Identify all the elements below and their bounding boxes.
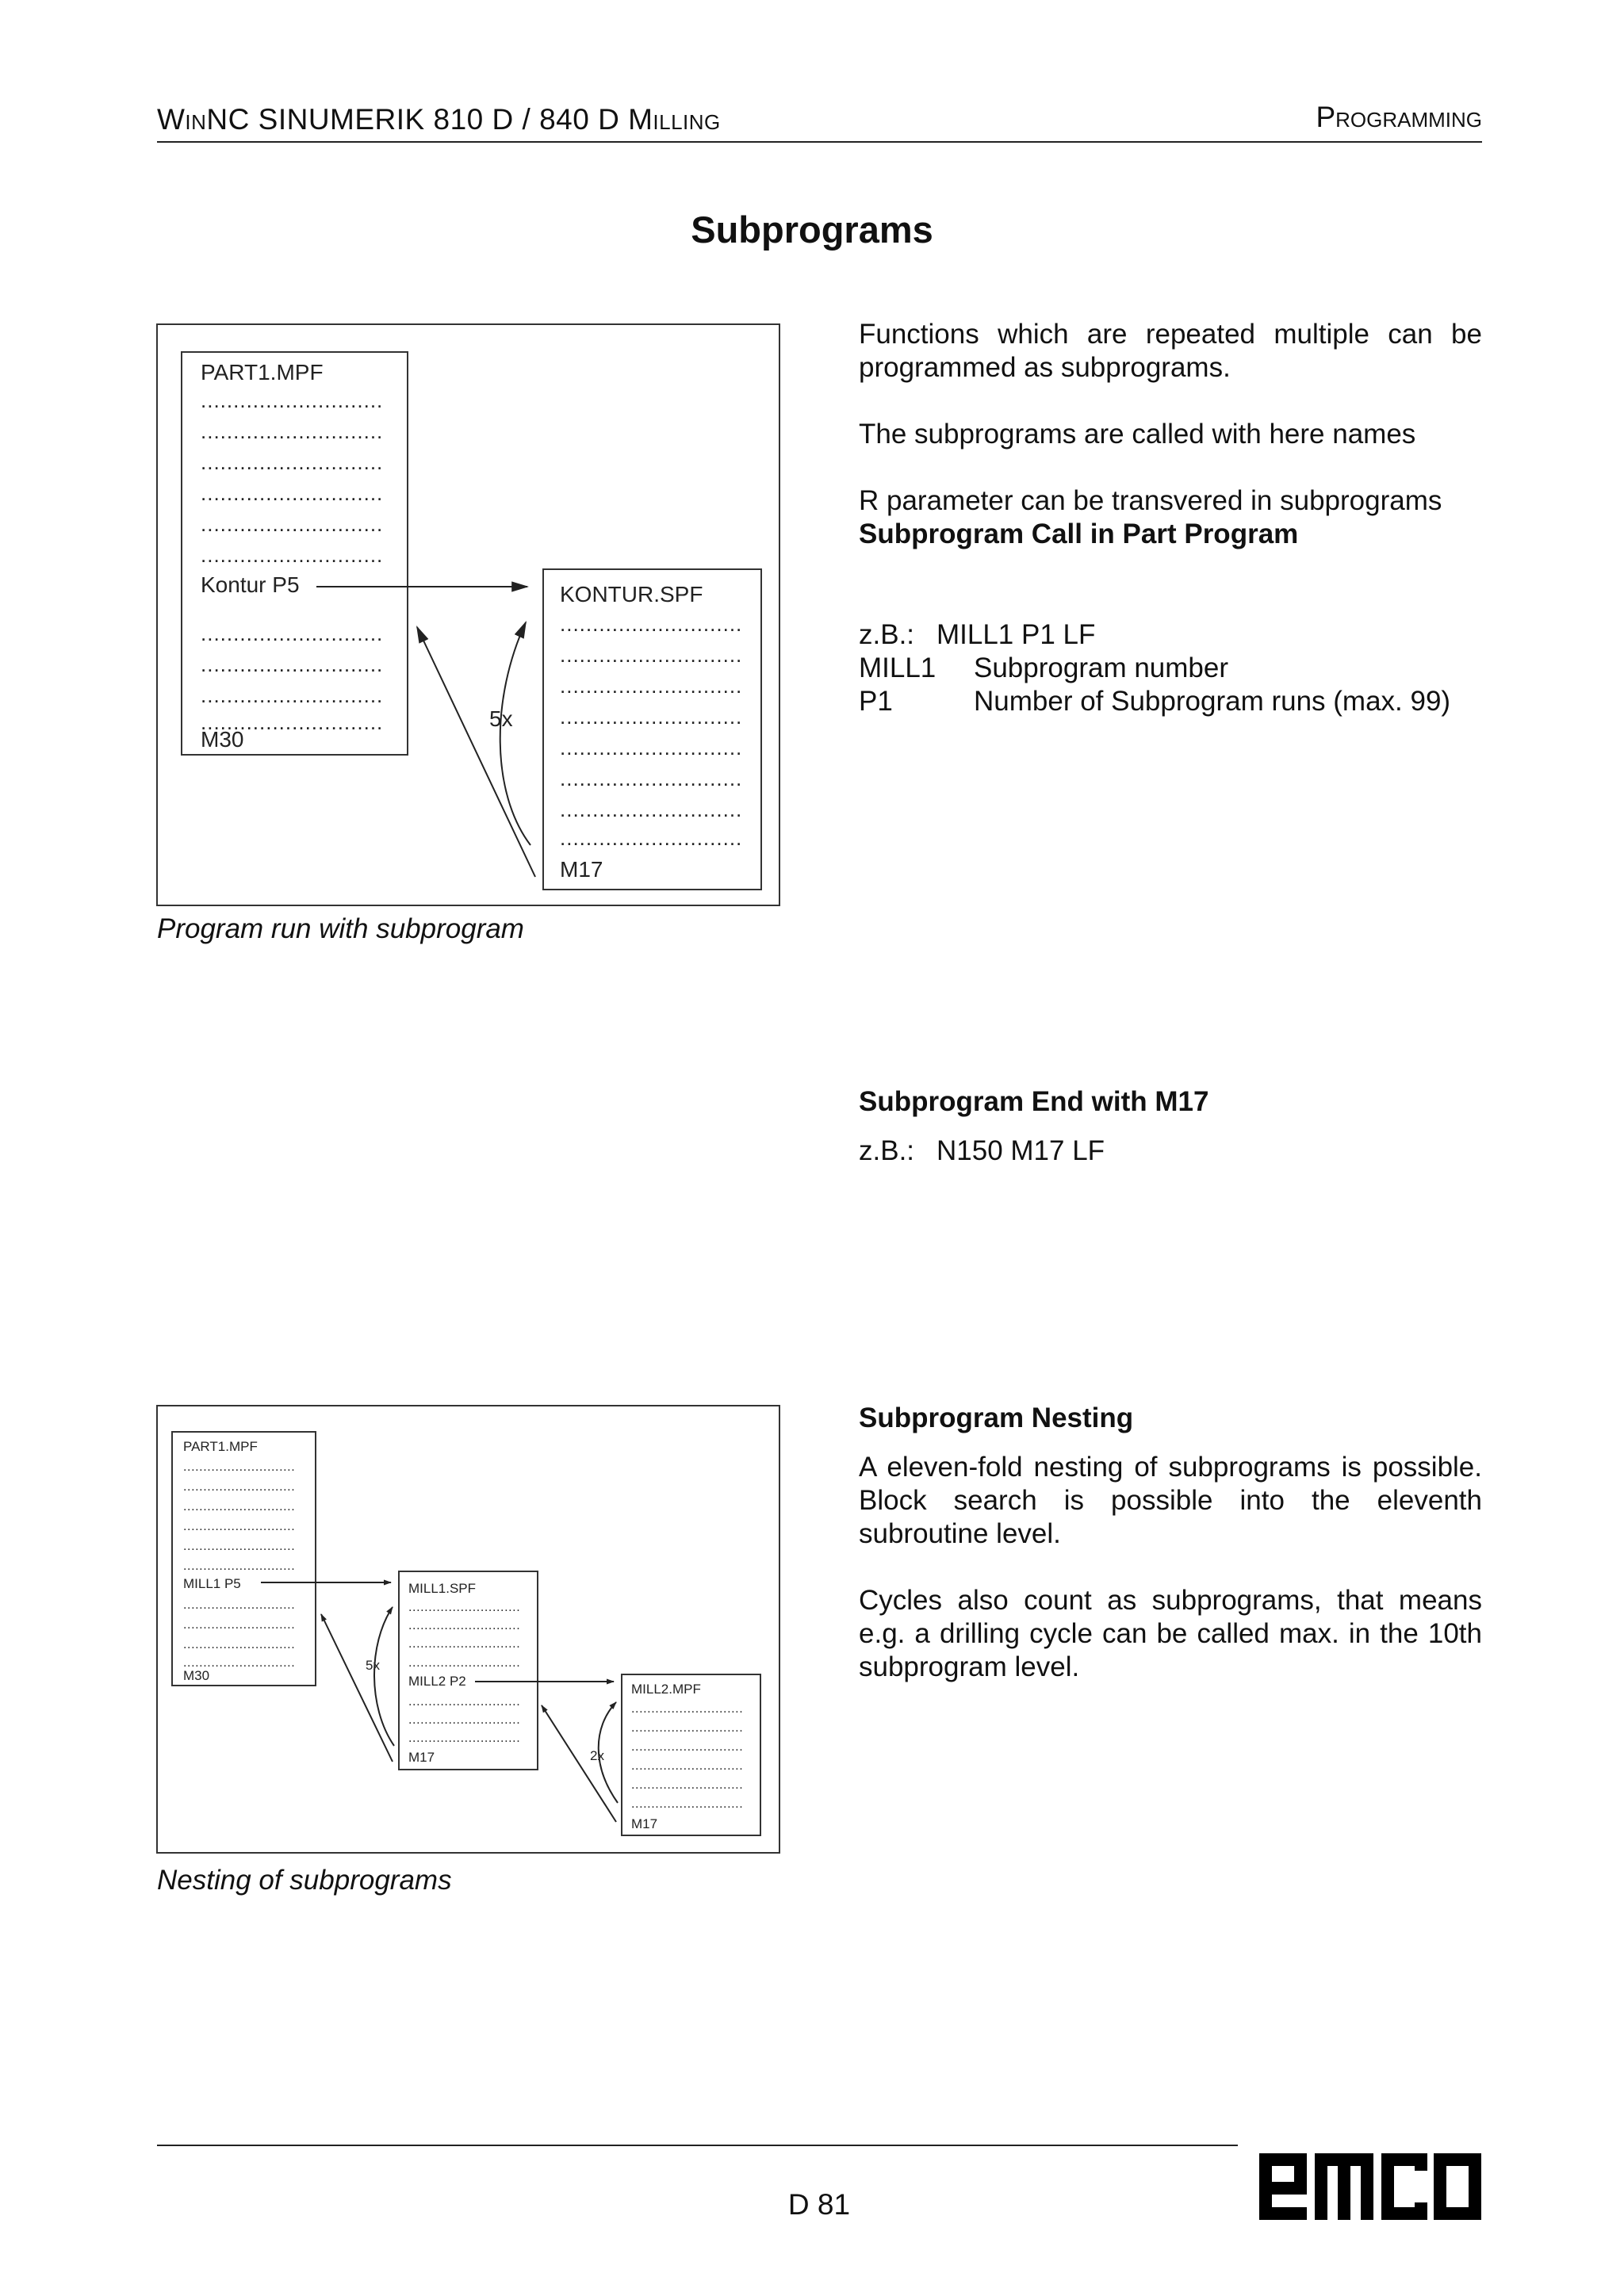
subprogram-placeholder-lines [560, 612, 742, 850]
nest-main-end-line: M30 [183, 1668, 210, 1683]
subprogram-end-line: M17 [560, 857, 603, 882]
call-example-row [859, 618, 1482, 652]
header-section: Programming [1316, 101, 1482, 133]
subprogram-name: KONTUR.SPF [560, 582, 703, 607]
svg-text:............................: ............................ [201, 543, 384, 567]
nest-main-call-line: MILL1 P5 [183, 1576, 241, 1591]
nest-sub2-name: MILL2.MPF [631, 1682, 701, 1697]
program-run-diagram [158, 325, 782, 908]
svg-text:............................: ............................ [631, 1740, 744, 1754]
svg-text:............................: ............................ [183, 1460, 296, 1474]
nest-sub1-end-line: M17 [408, 1750, 435, 1765]
svg-text:............................: ............................ [183, 1480, 296, 1494]
end-heading: Subprogram End with M17 [859, 1086, 1209, 1117]
svg-text:............................: ............................ [201, 481, 384, 505]
svg-text:............................: ............................ [631, 1778, 744, 1792]
main-program-call-line: Kontur P5 [201, 572, 300, 597]
svg-text:............................: ............................ [631, 1721, 744, 1735]
nesting-paragraph-1: A eleven-fold nesting of subprograms is possible. Block search is possible into the eleventh subroutine level. [859, 1452, 1482, 1549]
main-program-placeholder-lines [201, 388, 383, 734]
svg-text:............................: ............................ [631, 1702, 744, 1716]
svg-text:............................: ............................ [408, 1695, 521, 1709]
call-example [859, 618, 1482, 718]
call-example-row [859, 685, 1482, 718]
svg-text:............................: ............................ [201, 388, 384, 412]
call-example-key: z.B.: [859, 619, 915, 650]
svg-text:............................: ............................ [183, 1598, 296, 1612]
nesting-heading: Subprogram Nesting [859, 1402, 1134, 1433]
call-heading: Subprogram Call in Part Program [859, 519, 1299, 549]
svg-text:............................: ............................ [201, 622, 384, 645]
figure-nesting [156, 1405, 780, 1854]
nest-return-arrow-2 [542, 1705, 616, 1822]
figure1-caption: Program run with subprogram [157, 913, 524, 944]
nest-repeat-label-1: 5x [366, 1658, 380, 1673]
end-example-row [859, 1135, 1482, 1168]
call-param-desc: Number of Subprogram runs (max. 99) [974, 686, 1451, 717]
svg-text:............................: ............................ [408, 1637, 521, 1651]
header-rule [157, 141, 1482, 143]
svg-text:............................: ............................ [408, 1619, 521, 1632]
nest-main-name: PART1.MPF [183, 1439, 258, 1454]
page-title: Subprograms [691, 209, 933, 251]
nest-sub2-box [622, 1674, 760, 1835]
svg-text:............................: ............................ [201, 683, 384, 707]
nesting-paragraph-2: Cycles also count as subprograms, that means e.g. a drilling cycle can be called max. in the 10th subprogram level. [859, 1585, 1482, 1682]
main-program-name: PART1.MPF [201, 360, 324, 385]
svg-text:............................: ............................ [183, 1618, 296, 1632]
svg-text:............................: ............................ [560, 674, 743, 698]
svg-text:............................: ............................ [183, 1540, 296, 1553]
svg-text:............................: ............................ [201, 512, 384, 536]
intro-paragraph-1: Functions which are repeated multiple can be programmed as subprograms. [859, 319, 1482, 383]
emco-logo [1256, 2147, 1484, 2226]
call-example-value: MILL1 P1 LF [936, 619, 1096, 650]
return-arrow [417, 627, 535, 877]
end-example-value: N150 M17 LF [936, 1135, 1105, 1166]
call-param-key: MILL1 [859, 652, 936, 683]
svg-text:............................: ............................ [408, 1601, 521, 1614]
nest-main-placeholder-lines [183, 1460, 295, 1670]
header-title: WinNC SINUMERIK 810 D / 840 D Milling [157, 103, 721, 136]
svg-text:............................: ............................ [408, 1732, 521, 1745]
figure2-caption: Nesting of subprograms [157, 1865, 452, 1896]
svg-text:............................: ............................ [183, 1559, 296, 1573]
footer-rule [157, 2145, 1238, 2146]
svg-text:............................: ............................ [560, 705, 743, 729]
call-example-row [859, 652, 1482, 685]
nesting-diagram [158, 1406, 782, 1855]
svg-text:............................: ............................ [201, 710, 384, 734]
svg-text:............................: ............................ [183, 1656, 296, 1670]
svg-text:............................: ............................ [183, 1520, 296, 1533]
svg-text:............................: ............................ [560, 826, 743, 850]
call-param-key: P1 [859, 686, 893, 717]
svg-text:............................: ............................ [183, 1638, 296, 1651]
svg-text:............................: ............................ [408, 1656, 521, 1670]
nest-repeat-arrow-1 [374, 1607, 394, 1746]
svg-text:............................: ............................ [408, 1713, 521, 1727]
nest-sub2-end-line: M17 [631, 1816, 658, 1831]
nest-repeat-label-2: 2x [590, 1748, 604, 1763]
svg-text:............................: ............................ [560, 612, 743, 636]
svg-text:............................: ............................ [560, 767, 743, 790]
nest-sub1-name: MILL1.SPF [408, 1581, 477, 1596]
svg-text:............................: ............................ [560, 736, 743, 760]
svg-text:............................: ............................ [201, 419, 384, 443]
svg-text:............................: ............................ [631, 1797, 744, 1811]
nest-sub2-placeholder-lines [631, 1702, 743, 1811]
end-example-key: z.B.: [859, 1135, 915, 1166]
intro-paragraph-3: R parameter can be transvered in subprograms [859, 485, 1442, 516]
repeat-count-label: 5x [489, 706, 513, 731]
nesting-section [859, 1402, 1482, 1684]
figure-program-run [156, 323, 780, 906]
nest-return-arrow-1 [321, 1614, 393, 1762]
svg-text:............................: ............................ [201, 450, 384, 474]
intro-paragraph-2: The subprograms are called with here names [859, 419, 1416, 450]
page-number: D 81 [787, 2188, 851, 2221]
main-program-end-line: M30 [201, 727, 244, 752]
svg-text:............................: ............................ [631, 1759, 744, 1773]
svg-text:............................: ............................ [560, 798, 743, 821]
svg-text:............................: ............................ [560, 643, 743, 667]
call-param-desc: Subprogram number [974, 652, 1228, 683]
intro-section [859, 318, 1482, 551]
svg-text:............................: ............................ [201, 652, 384, 676]
nest-sub1-call-line: MILL2 P2 [408, 1674, 466, 1689]
end-section [859, 1085, 1482, 1168]
nest-sub1-placeholder-lines [408, 1601, 520, 1745]
svg-text:............................: ............................ [183, 1500, 296, 1513]
